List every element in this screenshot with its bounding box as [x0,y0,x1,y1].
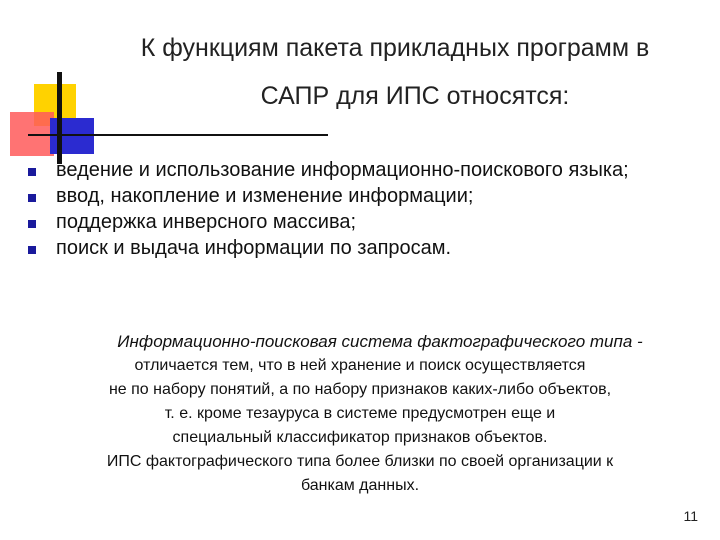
bullet-square-icon [28,220,36,228]
paragraph-line: т. е. кроме тезауруса в системе предусмотрен еще и [164,405,556,422]
vertical-line [57,72,62,164]
list-item-text: ввод, накопление и изменение информации; [56,185,474,207]
paragraph-line: не по набору понятий, а по набору признаков каких-либо объектов, [108,381,612,398]
paragraph-line: банкам данных. [300,477,420,494]
list-item-text: поиск и выдача информации по запросам. [56,237,452,259]
definition-term: Информационно-поисковая система фактографического типа - [117,332,643,351]
list-item-text: ведение и использование информационно-поискового языка; [56,159,629,181]
paragraph-line: специальный классификатор признаков объектов. [172,429,548,446]
horizontal-line [28,134,328,136]
bullet-square-icon [28,246,36,254]
title-line-2: САПР для ИПС относятся: [260,82,570,110]
list-item [24,184,704,208]
slide-title [80,24,710,120]
page-number: 11 [683,508,698,524]
title-line-1: К функциям пакета прикладных программ в [140,34,650,62]
paragraph-line: отличается тем, что в ней хранение и поиск осуществляется [134,357,586,374]
bullet-square-icon [28,168,36,176]
list-item-text: поддержка инверсного массива; [56,211,357,233]
list-item [24,158,704,182]
list-item [24,210,704,234]
definition-paragraph [30,330,690,498]
list-item [24,236,704,260]
bullet-list [24,158,704,262]
bullet-square-icon [28,194,36,202]
paragraph-line: ИПС фактографического типа более близки по своей организации к [106,453,614,470]
